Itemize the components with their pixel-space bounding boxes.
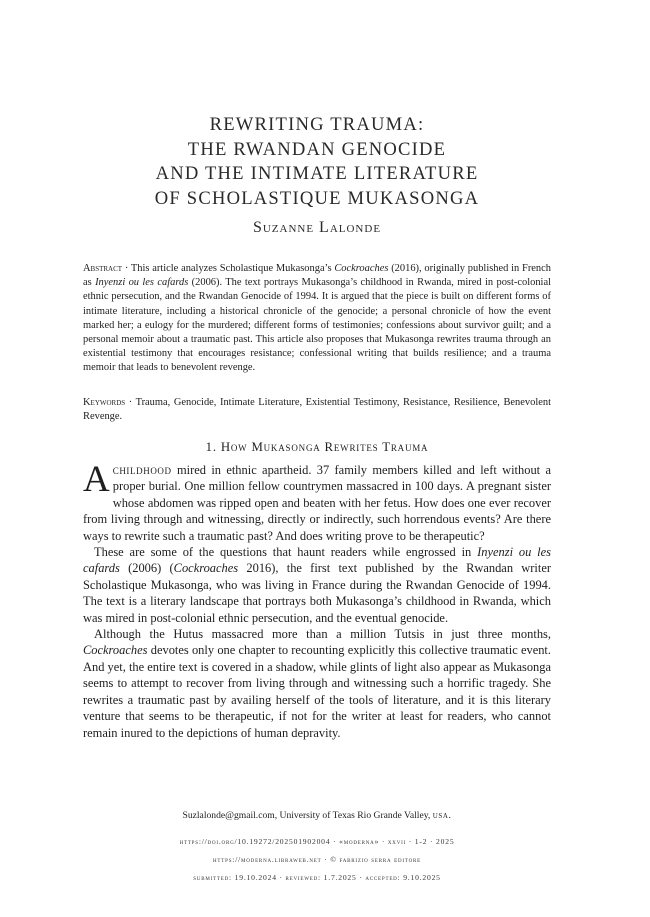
paragraph-text: 2016), the first text published by the Rwandan writer Scholastique Mukasonga, who was living in France during the Rwandan Genocide of 1994. The text is a literary landscape that portrays both Mukasonga’s childhood in Rwanda, which was mired in post-colonial ethnic persecution, and the eventual genocide. — [83, 561, 551, 625]
title-line: AND THE INTIMATE LITERATURE — [155, 163, 479, 184]
affiliation: , University of Texas Rio Grande Valley, — [274, 810, 433, 821]
paragraph-text: (2006) ( — [119, 561, 174, 576]
abstract-text: (2006). The text portrays Mukasonga’s childhood in Rwanda, mired in post-colonial ethnic persecution, and the Rwandan Genocide of 1994. It is argued that the piece is built on different forms of intimate literature, including a historical chronicle of the genocide; a personal chronicle of how the event marked her; a eulogy for the murdered; different forms of testimonies; confessions about survivor guilt; and a personal memoir about a traumatic past. This article also proposes that Mukasonga rewrites trauma through an existential testimony that encourages resistance; confessional writing that builds resilience; and a trauma memoir that leads to benevolent revenge. — [83, 277, 551, 374]
article-body — [83, 459, 551, 741]
article-title — [83, 113, 551, 211]
title-line: REWRITING TRAUMA: — [209, 114, 425, 135]
title-line: OF SCHOLASTIQUE MUKASONGA — [154, 187, 480, 209]
abstract-text: (2016), originally published in French as — [83, 263, 551, 289]
author-email[interactable]: Suzlalonde@gmail.com — [182, 810, 275, 821]
publisher-line[interactable]: https://moderna.libraweb.net · © fabrizio serra editore — [213, 855, 421, 864]
work-title: Cockroaches — [83, 643, 148, 658]
abstract-title-english: Cockroaches — [334, 263, 389, 274]
keywords — [83, 396, 551, 424]
author-footnote — [83, 810, 551, 821]
section-heading: 1. How Mukasonga Rewrites Trauma — [205, 440, 429, 454]
paragraph — [83, 626, 551, 741]
keywords-text: Trauma, Genocide, Intimate Literature, Existential Testimony, Resistance, Resilience, Benevolent Revenge. — [83, 397, 551, 423]
opening-small-caps: childhood — [112, 463, 172, 477]
abstract-separator: · — [122, 263, 131, 274]
paragraph — [83, 544, 551, 626]
abstract-label: Abstract — [83, 263, 123, 274]
abstract — [83, 262, 551, 376]
work-title: Inyenzi ou les cafards — [83, 545, 551, 576]
paragraph-text: devotes only one chapter to recounting explicitly this collective traumatic event. And yet, the entire text is covered in a shadow, while glints of light also appear as Mukasonga seems to attempt to recover from living through and witnessing such a horrific tragedy. She rewrites a traumatic past by availing herself of the tools of literature, and it is this literary venture that seems to be therapeutic, if not for the writer at least for readers, who cannot remain inured to the depictions of human depravity. — [83, 643, 551, 740]
author-name: Suzanne Lalonde — [252, 219, 382, 236]
drop-cap: A — [83, 459, 110, 500]
abstract-text: This article analyzes Scholastique Mukasonga’s — [130, 263, 335, 274]
abstract-title-french: Inyenzi ou les cafards — [95, 277, 189, 289]
keywords-separator: · — [125, 397, 136, 408]
paragraph-text: Although the Hutus massacred more than a million Tutsis in just three months, — [94, 627, 551, 642]
country: usa. — [432, 810, 452, 821]
paragraph-text: These are some of the questions that haunt readers while engrossed in — [94, 545, 478, 560]
work-title: Cockroaches — [173, 561, 239, 576]
title-line: THE RWANDAN GENOCIDE — [187, 138, 447, 160]
doi-line[interactable]: https://doi.org/10.19272/202501902004 · «moderna» · xxvii · 1-2 · 2025 — [179, 837, 455, 846]
dates-line: submitted: 19.10.2024 · reviewed: 1.7.2025 · accepted: 9.10.2025 — [193, 873, 441, 882]
keywords-label: Keywords — [83, 397, 126, 408]
paragraph-text: mired in ethnic apartheid. 37 family members killed and left without a proper burial. One million fellow countrymen massacred in 100 days. A pregnant sister whose abdomen was ripped open and beaten with her fetus. How does one ever recover from living through and witnessing, directly or indirectly, such horrendous events? Are there ways to rewrite such a traumatic past? And does writing prove to be therapeutic? — [83, 463, 551, 543]
paragraph — [83, 459, 551, 544]
